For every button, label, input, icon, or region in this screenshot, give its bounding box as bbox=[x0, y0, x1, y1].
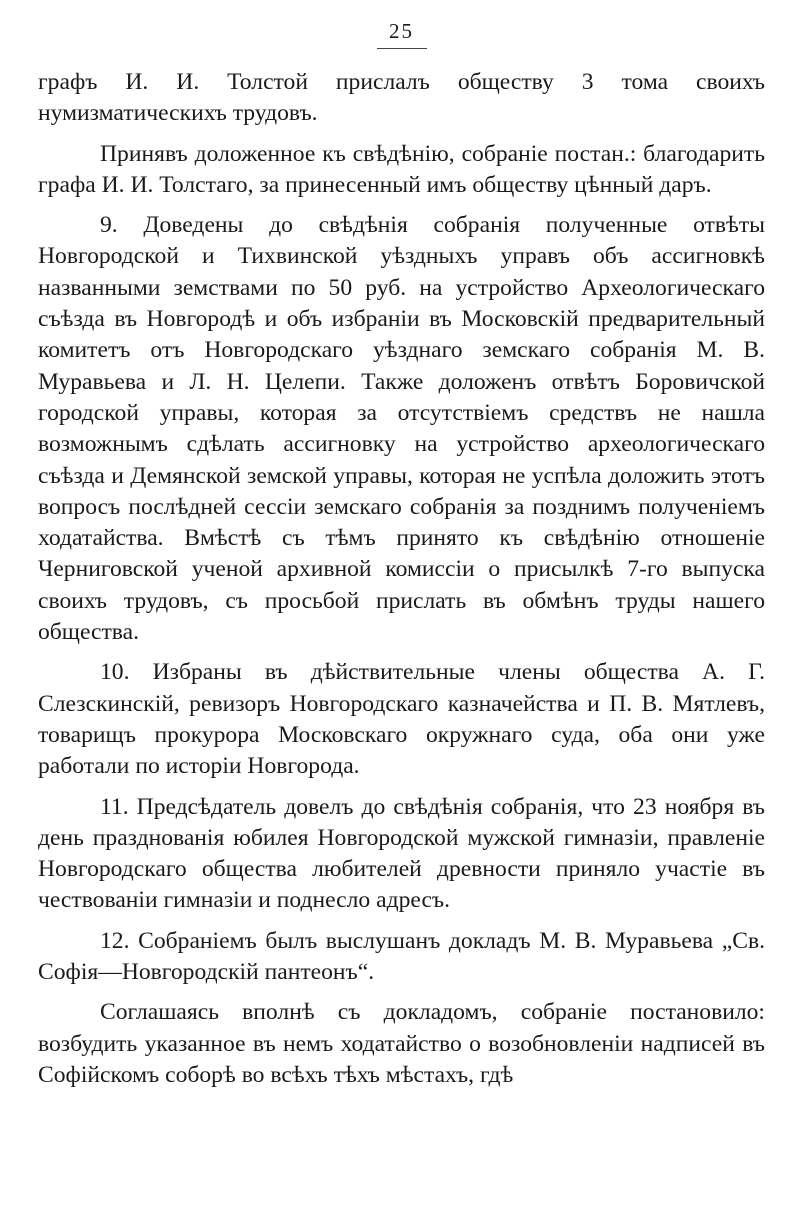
paragraph-item-9: 9. Доведены до свѣдѣнія собранія полученные отвѣты Новгородской и Тихвинской уѣздныхъ управъ объ ассигновкѣ названными земствами по 50 руб. на устройство Археологическаго съѣзда въ Новгородѣ и объ избраніи въ Московскій предварительный комитетъ отъ Новгородскаго уѣзднаго земскаго собранія М. В. Муравьева и Л. Н. Целепи. Также доложенъ отвѣтъ Боровичской городской управы, которая за отсутствіемъ средствъ не нашла возможнымъ сдѣлать ассигновку на устройство археологическаго съѣзда и Демянской земской управы, которая не успѣла доложить этотъ вопросъ послѣдней сессіи земскаго собранія за позднимъ полученіемъ ходатайства. Вмѣстѣ съ тѣмъ принято къ свѣдѣнію отношеніе Черниговской ученой архивной комиссіи о присылкѣ 7-го выпуска своихъ трудовъ, съ просьбой прислать въ обмѣнъ труды нашего общества. bbox=[38, 212, 765, 646]
paragraph-item-10: 10. Избраны въ дѣйствительные члены общества А. Г. Слезскинскій, ревизоръ Новгородскаго казначейства и П. В. Мятлевъ, товарищъ прокурора Московскаго окружнаго суда, оба они уже работали по исторіи Новгорода. bbox=[38, 659, 765, 780]
paragraph-continuation: графъ И. И. Толстой прислалъ обществу 3 тома своихъ нумизматическихъ трудовъ. bbox=[38, 69, 765, 127]
page-number: 25 bbox=[389, 19, 414, 43]
paragraph-resolution-inscriptions: Соглашаясь вполнѣ съ докладомъ, собраніе постановило: возбудить указанное въ немъ ходатайство о возобновленіи надписей въ Софійскомъ соборѣ во всѣхъ тѣхъ мѣстахъ, гдѣ bbox=[38, 999, 765, 1088]
paragraph-item-11: 11. Предсѣдатель довелъ до свѣдѣнія собранія, что 23 ноября въ день празднованія юбилея Новгородской мужской гимназіи, правленіе Новгородскаго общества любителей древности приняло участіе въ чествованіи гимназіи и поднесло адресъ. bbox=[38, 793, 765, 914]
paragraph-resolution-tolstoy: Принявъ доложенное къ свѣдѣнію, собраніе постан.: благодарить графа И. И. Толстаго, за принесенный имъ обществу цѣнный даръ. bbox=[38, 140, 765, 198]
header-rule bbox=[377, 48, 427, 49]
paragraph-item-12: 12. Собраніемъ былъ выслушанъ докладъ М. В. Муравьева „Св. Софія—Новгородскій пантеонъ“. bbox=[38, 927, 765, 986]
